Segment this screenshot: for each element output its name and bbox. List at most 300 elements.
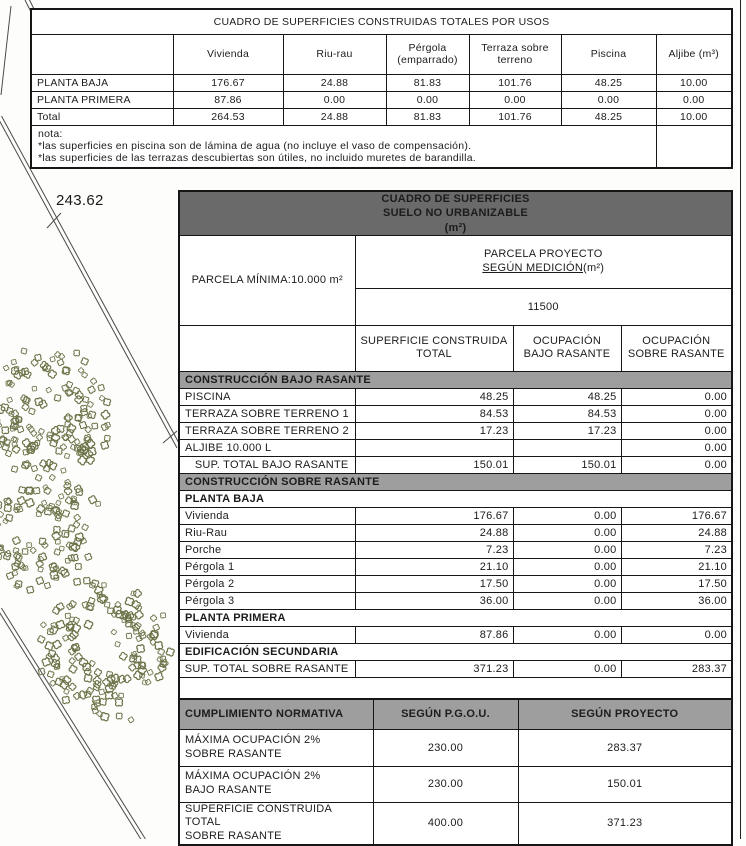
- tree-leaf-glyph: [64, 453, 70, 459]
- cell: 21.10: [621, 558, 732, 575]
- tree-leaf-glyph: [92, 707, 99, 714]
- tree-leaf-glyph: [133, 589, 142, 598]
- boundary-line: [1, 6, 11, 95]
- tree-leaf-glyph: [18, 486, 25, 493]
- tree-leaf-glyph: [36, 576, 44, 584]
- tree-leaf-glyph: [12, 536, 21, 545]
- usos-col-aljibe: Aljibe (m³): [656, 34, 732, 74]
- normativa-table: [178, 698, 733, 846]
- dimension-tick: [47, 213, 61, 228]
- tree-leaf-glyph: [126, 633, 132, 639]
- subsection-edificacion-secundaria: EDIFICACIÓN SECUNDARIA: [179, 643, 732, 660]
- cell: 0.00: [283, 91, 386, 108]
- tree-leaf-glyph: [128, 716, 135, 723]
- cell: 10.00: [656, 74, 732, 91]
- tree-leaf-glyph: [32, 386, 37, 391]
- tree-leaf-glyph: [31, 359, 39, 367]
- tree-leaf-glyph: [46, 387, 52, 393]
- cell: 400.00: [373, 802, 518, 845]
- tree-leaf-glyph: [30, 442, 38, 450]
- cell: 176.67: [355, 507, 513, 524]
- tree-leaf-glyph: [71, 501, 79, 509]
- title-line: CUADRO DE SUPERFICIES: [184, 192, 727, 206]
- row-label: [179, 766, 373, 802]
- tree-leaf-glyph: [14, 366, 19, 371]
- cell: 230.00: [373, 729, 518, 766]
- tree-leaf-glyph: [35, 398, 43, 406]
- cell: 176.67: [173, 74, 283, 91]
- cell: 101.76: [469, 108, 561, 125]
- tree-leaf-glyph: [107, 608, 113, 614]
- tree-leaf-glyph: [125, 597, 134, 606]
- cell: 0.00: [621, 422, 732, 439]
- suelo-table: [178, 190, 733, 700]
- parcela-value-cell: 11500: [355, 288, 732, 325]
- cell: 0.00: [469, 91, 561, 108]
- tree-leaf-glyph: [6, 407, 13, 414]
- tree-leaf-glyph: [28, 408, 35, 415]
- tree-leaf-glyph: [69, 543, 77, 551]
- tree-leaf-glyph: [54, 526, 61, 533]
- label-line: MÁXIMA OCUPACIÓN 2%: [185, 770, 369, 784]
- col-segun-pgou: SEGÚN P.G.O.U.: [373, 699, 518, 729]
- table-row: [179, 626, 732, 643]
- tree-leaf-glyph: [94, 668, 102, 676]
- col-cumplimiento-normativa: CUMPLIMIENTO NORMATIVA: [179, 699, 373, 729]
- col-superficie-construida: SUPERFICIE CONSTRUIDA TOTAL: [355, 325, 513, 371]
- tree-leaf-glyph: [13, 582, 20, 589]
- tree-leaf-glyph: [154, 672, 163, 681]
- label-line: SUPERFICIE CONSTRUIDA TOTAL: [185, 803, 369, 831]
- label-line: SOBRE RASANTE: [185, 830, 369, 844]
- tree-leaf-glyph: [54, 394, 61, 401]
- cell: 21.10: [355, 558, 513, 575]
- cell: 0.00: [513, 541, 621, 558]
- tree-leaf-glyph: [17, 426, 24, 433]
- tree-leaf-glyph: [4, 504, 11, 511]
- usos-title-row: [31, 9, 732, 34]
- suelo-colheader-row: [179, 325, 732, 371]
- total-label: SUP. TOTAL BAJO RASANTE: [179, 456, 355, 473]
- tree-leaf-glyph: [3, 552, 11, 560]
- tree-leaf-glyph: [0, 519, 1, 529]
- tree-leaf-glyph: [64, 532, 69, 537]
- tree-leaf-glyph: [68, 665, 77, 674]
- tree-leaf-glyph: [55, 663, 60, 668]
- tree-leaf-glyph: [73, 521, 81, 529]
- tree-leaf-glyph: [4, 497, 12, 505]
- tree-leaf-glyph: [73, 578, 80, 585]
- tree-leaf-glyph: [68, 683, 76, 691]
- row-label: Vivienda: [179, 626, 355, 643]
- empty-row: [179, 677, 732, 699]
- note-line: *las superficies en piscina son de lámina de agua (no incluye el vaso de compensación).: [38, 140, 650, 152]
- subsection-planta-baja: PLANTA BAJA: [179, 490, 732, 507]
- cell: 87.86: [355, 626, 513, 643]
- tree-leaf-glyph: [74, 350, 80, 356]
- tree-leaf-glyph: [44, 582, 51, 589]
- col-ocupacion-sobre: OCUPACIÓN SOBRE RASANTE: [621, 325, 732, 371]
- table-row: [179, 558, 732, 575]
- subsection-planta-primera: PLANTA PRIMERA: [179, 609, 732, 626]
- cell: 150.01: [513, 456, 621, 473]
- cell: 17.23: [513, 422, 621, 439]
- tree-leaf-glyph: [37, 635, 45, 643]
- section-bajo-rasante: CONSTRUCCIÓN BAJO RASANTE: [179, 371, 732, 388]
- usos-col-vivienda: Vivienda: [173, 34, 283, 74]
- parcela-proyecto-cell: [355, 235, 732, 288]
- tree-leaf-glyph: [116, 713, 122, 719]
- tree-leaf-glyph: [27, 543, 32, 548]
- table-row: [179, 439, 732, 456]
- tree-leaf-glyph: [56, 620, 65, 629]
- row-label: Pérgola 1: [179, 558, 355, 575]
- tree-leaf-glyph: [99, 698, 106, 705]
- tree-leaf-glyph: [115, 699, 122, 706]
- tree-leaf-glyph: [54, 549, 61, 556]
- cell: 48.25: [355, 388, 513, 405]
- tree-leaf-glyph: [115, 641, 121, 647]
- cell: 0.00: [621, 388, 732, 405]
- cell: 17.23: [355, 422, 513, 439]
- row-label: ALJIBE 10.000 L: [179, 439, 355, 456]
- parcela-row: [179, 235, 732, 288]
- cell: 48.25: [561, 74, 656, 91]
- cell: 48.25: [513, 388, 621, 405]
- cell: 230.00: [373, 766, 518, 802]
- tree-leaf-glyph: [62, 510, 70, 518]
- tree-leaf-glyph: [84, 620, 94, 630]
- tree-leaf-glyph: [26, 424, 32, 430]
- tree-leaf-glyph: [150, 614, 157, 621]
- usos-col-terraza: Terraza sobre terreno: [469, 34, 561, 74]
- row-label: Vivienda: [179, 507, 355, 524]
- subsection-row: [179, 609, 732, 626]
- cell: 24.88: [283, 74, 386, 91]
- tree-leaf-glyph: [129, 614, 136, 621]
- row-label: TERRAZA SOBRE TERRENO 2: [179, 422, 355, 439]
- cell: [355, 439, 513, 456]
- cell: 24.88: [621, 524, 732, 541]
- tree-leaf-glyph: [0, 502, 2, 509]
- cell: 24.88: [355, 524, 513, 541]
- row-label: Total: [31, 108, 173, 125]
- tree-leaf-glyph: [119, 693, 124, 698]
- table-row: [179, 802, 732, 845]
- row-label: Pérgola 3: [179, 592, 355, 609]
- cell: [513, 439, 621, 456]
- tree-leaf-glyph: [57, 359, 64, 366]
- cell: 0.00: [386, 91, 469, 108]
- dimension-tick: [163, 431, 177, 443]
- tree-leaf-glyph: [95, 501, 100, 506]
- tree-leaf-glyph: [11, 359, 17, 365]
- tree-leaf-glyph: [47, 671, 54, 678]
- note-head: nota:: [38, 128, 650, 140]
- table-row: [179, 729, 732, 766]
- tree-leaf-glyph: [99, 689, 105, 695]
- row-label: Riu-Rau: [179, 524, 355, 541]
- row-label: TERRAZA SOBRE TERRENO 1: [179, 405, 355, 422]
- table-row: [31, 74, 732, 91]
- section-bar-row: [179, 473, 732, 490]
- boundary-line: [1, 608, 145, 839]
- tree-leaf-glyph: [111, 629, 117, 635]
- label-line: SOBRE RASANTE: [185, 748, 369, 762]
- cell: 84.53: [513, 405, 621, 422]
- usos-table-title: CUADRO DE SUPERFICIES CONSTRUIDAS TOTALES POR USOS: [31, 9, 732, 34]
- cell: 0.00: [513, 626, 621, 643]
- cell: 0.00: [513, 524, 621, 541]
- row-label: PISCINA: [179, 388, 355, 405]
- label-line: BAJO RASANTE: [185, 784, 369, 798]
- tree-leaf-glyph: [145, 679, 152, 686]
- table-row: [179, 766, 732, 802]
- tree-leaf-glyph: [100, 712, 109, 721]
- cell: 48.25: [561, 108, 656, 125]
- tree-leaf-glyph: [26, 586, 34, 594]
- tree-leaf-glyph: [87, 447, 96, 456]
- table-row: [31, 108, 732, 125]
- tree-leaf-glyph: [57, 425, 64, 432]
- cell: 283.37: [518, 729, 732, 766]
- tree-leaf-glyph: [21, 348, 27, 354]
- tree-leaf-glyph: [39, 459, 48, 468]
- note-line: *las superficies de las terrazas descubiertas son útiles, no incluido muretes de barandilla.: [38, 152, 650, 164]
- tree-leaf-glyph: [62, 367, 69, 374]
- tree-cluster: [0, 348, 111, 486]
- tree-leaf-glyph: [58, 493, 64, 499]
- tree-leaf-glyph: [22, 549, 28, 555]
- cell: 0.00: [513, 592, 621, 609]
- tree-leaf-glyph: [75, 533, 84, 542]
- cell: 81.83: [386, 108, 469, 125]
- cell: 0.00: [561, 91, 656, 108]
- cell: 150.01: [518, 766, 732, 802]
- tree-leaf-glyph: [88, 597, 95, 604]
- row-label: PLANTA PRIMERA: [31, 91, 173, 108]
- notes-empty-cell: [656, 125, 732, 168]
- section-bar-row: [179, 371, 732, 388]
- parcela-minima-cell: PARCELA MÍNIMA:10.000 m²: [179, 235, 355, 325]
- title-line: SUELO NO URBANIZABLE: [184, 206, 727, 220]
- tree-leaf-glyph: [35, 474, 42, 481]
- tree-leaf-glyph: [38, 428, 45, 435]
- table-row: [179, 524, 732, 541]
- tree-leaf-glyph: [44, 508, 51, 515]
- tree-leaf-glyph: [50, 439, 58, 447]
- usos-header-empty: [31, 34, 173, 74]
- tree-leaf-glyph: [49, 474, 56, 481]
- tree-leaf-glyph: [84, 553, 92, 561]
- notes-cell: [31, 125, 656, 168]
- tree-leaf-glyph: [75, 564, 81, 570]
- tree-leaf-glyph: [106, 671, 113, 678]
- cell: 24.88: [283, 108, 386, 125]
- tree-leaf-glyph: [81, 524, 88, 531]
- cell: 101.76: [469, 74, 561, 91]
- tree-leaf-glyph: [75, 414, 83, 422]
- tree-leaf-glyph: [0, 554, 2, 560]
- tree-leaf-glyph: [65, 613, 71, 619]
- tree-leaf-glyph: [100, 410, 110, 420]
- usos-col-piscina: Piscina: [561, 34, 656, 74]
- tree-leaf-glyph: [104, 435, 110, 441]
- tree-leaf-glyph: [79, 421, 87, 429]
- normativa-header-row: [179, 699, 732, 729]
- tree-leaf-glyph: [41, 542, 48, 549]
- tree-leaf-glyph: [45, 641, 54, 650]
- row-label: Porche: [179, 541, 355, 558]
- cell: 17.50: [621, 575, 732, 592]
- dimension-label: 243.62: [56, 192, 104, 209]
- empty-cell: [179, 677, 732, 699]
- parcela-proyecto-line1: PARCELA PROYECTO: [360, 248, 728, 262]
- col-segun-proyecto: SEGÚN PROYECTO: [518, 699, 732, 729]
- tree-leaf-glyph: [42, 657, 51, 666]
- usos-col-pergola: Pérgola (emparrado): [386, 34, 469, 74]
- cell: 36.00: [621, 592, 732, 609]
- label-line: MÁXIMA OCUPACIÓN 2%: [185, 734, 369, 748]
- cell: 0.00: [621, 405, 732, 422]
- tree-leaf-glyph: [55, 500, 61, 506]
- table-row: [179, 575, 732, 592]
- cell: 0.00: [513, 507, 621, 524]
- tree-leaf-glyph: [133, 629, 139, 635]
- cell: 264.53: [173, 108, 283, 125]
- tree-leaf-glyph: [69, 657, 76, 664]
- tree-leaf-glyph: [12, 563, 19, 570]
- table-row: [31, 91, 732, 108]
- tree-leaf-glyph: [73, 514, 80, 521]
- cell: 0.00: [513, 660, 621, 677]
- colheader-empty: [179, 325, 355, 371]
- parcela-proyecto-line2: SEGÚN MEDICIÓN(m²): [360, 262, 728, 276]
- cell: 81.83: [386, 74, 469, 91]
- section-sobre-rasante: CONSTRUCCIÓN SOBRE RASANTE: [179, 473, 732, 490]
- cell: 0.00: [621, 456, 732, 473]
- total-row: [179, 456, 732, 473]
- tree-leaf-glyph: [30, 547, 37, 554]
- row-label: [179, 729, 373, 766]
- subsection-row: [179, 490, 732, 507]
- tree-leaf-glyph: [102, 583, 107, 588]
- tree-leaf-glyph: [100, 441, 109, 450]
- row-label: [179, 802, 373, 845]
- tree-leaf-glyph: [98, 384, 105, 391]
- cell: 7.23: [355, 541, 513, 558]
- col-ocupacion-bajo: OCUPACIÓN BAJO RASANTE: [513, 325, 621, 371]
- cell: 0.00: [513, 558, 621, 575]
- subsection-row: [179, 643, 732, 660]
- tree-leaf-glyph: [88, 411, 96, 419]
- usos-col-riurau: Riu-rau: [283, 34, 386, 74]
- tree-leaf-glyph: [81, 357, 89, 365]
- tree-leaf-glyph: [62, 530, 69, 537]
- tree-leaf-glyph: [7, 397, 13, 403]
- row-label: PLANTA BAJA: [31, 74, 173, 91]
- tree-leaf-glyph: [26, 487, 33, 494]
- tree-leaf-glyph: [54, 664, 60, 670]
- suelo-table-title: [179, 191, 732, 235]
- title-line: (m²): [184, 221, 727, 235]
- cell: 0.00: [621, 439, 732, 456]
- cell: 371.23: [355, 660, 513, 677]
- cell: 371.23: [518, 802, 732, 845]
- table-row: [179, 405, 732, 422]
- tree-leaf-glyph: [166, 648, 175, 657]
- tree-leaf-glyph: [119, 652, 128, 661]
- tree-leaf-glyph: [104, 422, 110, 428]
- table-row: [179, 422, 732, 439]
- table-row: [179, 592, 732, 609]
- cell: 0.00: [621, 626, 732, 643]
- tree-leaf-glyph: [3, 365, 9, 371]
- cell: 7.23: [621, 541, 732, 558]
- cell: 87.86: [173, 91, 283, 108]
- tree-leaf-glyph: [36, 434, 43, 441]
- tree-leaf-glyph: [62, 696, 70, 704]
- sheet-right-border: [740, 0, 741, 839]
- tree-leaf-glyph: [12, 442, 18, 448]
- tree-leaf-glyph: [87, 386, 95, 394]
- cell: 0.00: [513, 575, 621, 592]
- tree-leaf-glyph: [38, 668, 45, 675]
- cell: 0.00: [656, 91, 732, 108]
- usos-notes-row: [31, 125, 732, 168]
- table-row: [179, 507, 732, 524]
- row-label: Pérgola 2: [179, 575, 355, 592]
- tree-leaf-glyph: [60, 468, 66, 474]
- tree-leaf-glyph: [92, 423, 98, 429]
- tree-leaf-glyph: [74, 438, 81, 445]
- tree-leaf-glyph: [63, 413, 72, 422]
- cell: 10.00: [656, 108, 732, 125]
- total-label: SUP. TOTAL SOBRE RASANTE: [179, 660, 355, 677]
- tree-leaf-glyph: [11, 466, 18, 473]
- tree-leaf-glyph: [40, 622, 47, 629]
- cell: 36.00: [355, 592, 513, 609]
- tree-leaf-glyph: [50, 356, 56, 362]
- tree-leaf-glyph: [60, 443, 67, 450]
- tree-leaf-glyph: [38, 566, 44, 572]
- tree-cluster: [37, 577, 175, 723]
- cell: 150.01: [355, 456, 513, 473]
- usos-table: [30, 8, 733, 169]
- tree-leaf-glyph: [160, 613, 165, 618]
- tree-cluster: [0, 474, 101, 593]
- tree-leaf-glyph: [83, 577, 90, 584]
- tree-leaf-glyph: [5, 514, 12, 521]
- total-row: [179, 660, 732, 677]
- tree-leaf-glyph: [25, 498, 35, 508]
- table-row: [179, 541, 732, 558]
- tree-leaf-glyph: [147, 669, 154, 676]
- usos-header-row: [31, 34, 732, 74]
- tree-leaf-glyph: [82, 396, 89, 403]
- tree-leaf-glyph: [36, 511, 42, 517]
- cell: 84.53: [355, 405, 513, 422]
- tree-leaf-glyph: [2, 427, 9, 434]
- cell: 17.50: [355, 575, 513, 592]
- table-row: [179, 388, 732, 405]
- tree-leaf-glyph: [137, 645, 145, 653]
- boundary-line: [0, 610, 142, 839]
- tree-leaf-glyph: [153, 624, 160, 631]
- cell: 283.37: [621, 660, 732, 677]
- suelo-title-row: [179, 191, 732, 235]
- tree-leaf-glyph: [33, 487, 40, 494]
